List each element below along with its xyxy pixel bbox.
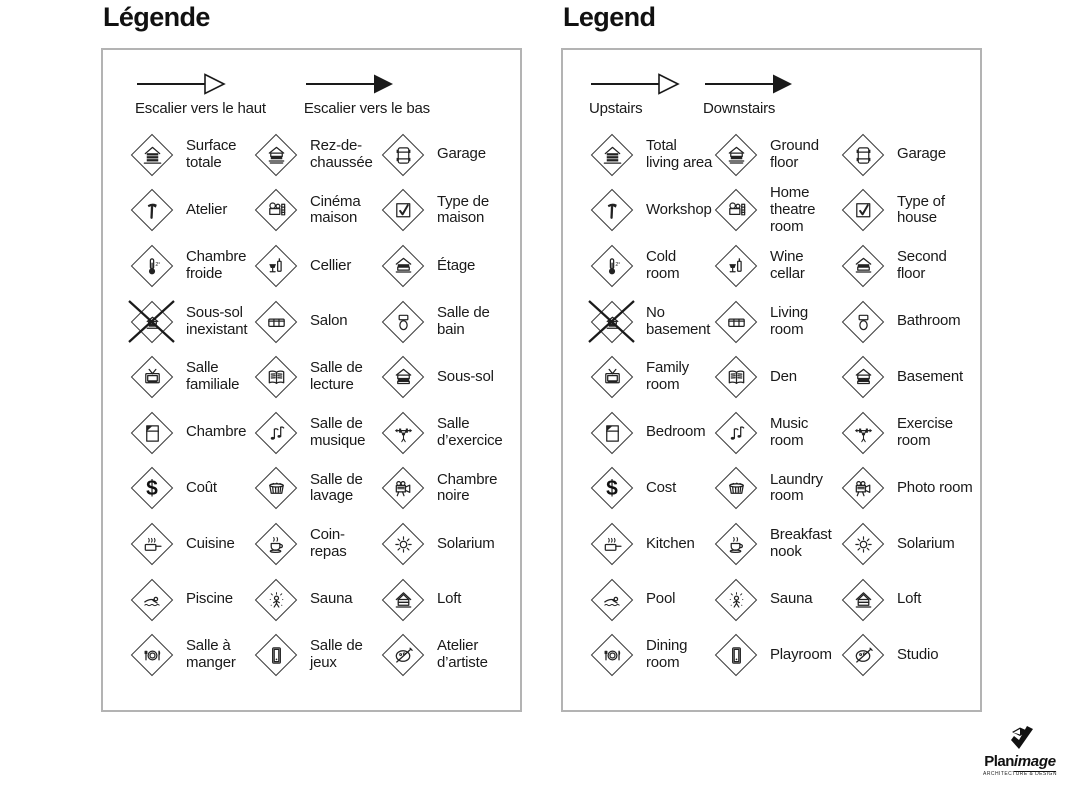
legend-grid-english xyxy=(563,127,980,683)
legend-item xyxy=(380,516,520,572)
plate-cutlery-icon xyxy=(129,633,174,678)
legend-item-label: Solarium xyxy=(897,534,955,552)
legend-item-label: Sauna xyxy=(310,590,353,608)
hammer-icon xyxy=(129,188,174,233)
legend-item xyxy=(589,405,713,461)
legend-item xyxy=(380,627,520,683)
panel-title-french: Légende xyxy=(103,2,210,32)
loft-house-icon xyxy=(840,577,885,622)
legend-item xyxy=(253,627,380,683)
legend-item xyxy=(129,627,253,683)
legend-item xyxy=(589,127,713,183)
legend-item xyxy=(253,461,380,517)
legend-item-label: Cellier xyxy=(310,256,352,274)
legend-item xyxy=(129,349,253,405)
panel-french xyxy=(101,0,522,785)
ground-floor-house-icon xyxy=(713,132,758,177)
legend-item-label: Atelier xyxy=(186,200,228,218)
legend-item-label: Cost xyxy=(646,478,677,496)
svg-text:2°: 2° xyxy=(154,261,160,268)
legend-item-label: Laundry room xyxy=(770,470,823,505)
legend-item-label: Garage xyxy=(897,145,946,163)
legend-item-label: Cold room xyxy=(646,248,680,282)
film-projector-icon xyxy=(713,188,758,233)
checked-box-icon xyxy=(380,188,425,233)
legend-item xyxy=(380,238,520,294)
legend-item-label: Home theatre room xyxy=(770,184,816,235)
legend-item-label: Garage xyxy=(437,145,486,163)
legend-item-label: Sous-sol xyxy=(437,367,494,385)
legend-item-label: Chambre xyxy=(186,423,247,441)
tv-icon xyxy=(129,355,174,400)
legend-item-label: Ground floor xyxy=(770,137,819,171)
basement-house-icon xyxy=(380,355,425,400)
legend-item xyxy=(840,294,980,350)
wine-bottle-glass-icon xyxy=(713,243,758,288)
planimage-wordmark xyxy=(974,754,1066,769)
dollar-sign-icon: $ xyxy=(589,466,634,511)
legend-item xyxy=(713,572,840,628)
sauna-person-icon xyxy=(713,577,758,622)
legend-item xyxy=(253,238,380,294)
legend-item xyxy=(380,349,520,405)
legend-item-label: Coin-repas xyxy=(310,526,347,560)
open-book-icon xyxy=(713,355,758,400)
open-book-icon xyxy=(253,355,298,400)
legend-item xyxy=(840,127,980,183)
legend-item xyxy=(129,516,253,572)
pinball-icon xyxy=(713,633,758,678)
dollar-sign-icon: $ xyxy=(129,466,174,511)
stairs-down-legend-item xyxy=(703,72,795,117)
legend-item-label: Atelier d’artiste xyxy=(437,637,488,672)
upper-floor-house-icon xyxy=(840,243,885,288)
legend-item-label: Cinéma maison xyxy=(310,192,361,227)
legend-item xyxy=(713,349,840,405)
legend-item xyxy=(713,238,840,294)
legend-item-label: Cuisine xyxy=(186,534,235,552)
legend-item-label: Solarium xyxy=(437,534,495,552)
legend-item xyxy=(589,294,713,350)
legend-grid-french xyxy=(103,127,520,683)
legend-item-label: Piscine xyxy=(186,590,233,608)
legend-item xyxy=(840,516,980,572)
stairs-down-arrow-icon xyxy=(703,72,795,96)
legend-item xyxy=(713,461,840,517)
movie-camera-icon xyxy=(380,466,425,511)
stairs-arrows-english xyxy=(563,50,980,117)
planimage-logo xyxy=(974,725,1066,777)
legend-item xyxy=(589,461,713,517)
stacked-floors-icon xyxy=(589,132,634,177)
legend-item-label: Playroom xyxy=(770,645,832,663)
legend-item-label: Bedroom xyxy=(646,423,706,441)
legend-item-label: Basement xyxy=(897,367,963,385)
legend-item-label: Photo room xyxy=(897,478,973,496)
logo-text-image: image xyxy=(1013,753,1056,770)
legend-item xyxy=(253,183,380,239)
legend-item xyxy=(253,127,380,183)
toilet-icon xyxy=(840,299,885,344)
planimage-logo-icon xyxy=(999,725,1041,753)
stairs-up-label: Upstairs xyxy=(589,100,643,117)
legend-item xyxy=(840,183,980,239)
legend-item-label: Den xyxy=(770,367,797,385)
legend-item xyxy=(713,127,840,183)
stacked-floors-icon xyxy=(129,132,174,177)
legend-item xyxy=(713,627,840,683)
crossed-house-icon xyxy=(589,299,634,344)
film-projector-icon xyxy=(253,188,298,233)
legend-item-label: Sous-sol inexistant xyxy=(186,303,248,338)
sun-icon xyxy=(840,521,885,566)
stairs-up-arrow-icon xyxy=(589,72,681,96)
legend-item-label: Salle à manger xyxy=(186,637,236,672)
panel-title-english: Legend xyxy=(563,2,656,32)
legend-item-label: Studio xyxy=(897,645,939,663)
legend-item-label: Salle d’exercice xyxy=(437,414,503,449)
legend-item xyxy=(713,405,840,461)
legend-item xyxy=(840,238,980,294)
pinball-icon xyxy=(253,633,298,678)
legend-item xyxy=(129,183,253,239)
legend-item xyxy=(713,516,840,572)
music-notes-icon xyxy=(713,410,758,455)
legend-item-label: Loft xyxy=(437,590,462,608)
legend-item xyxy=(589,349,713,405)
panel-english xyxy=(561,0,982,785)
legend-item xyxy=(129,294,253,350)
legend-item-label: No basement xyxy=(646,303,711,338)
coffee-cup-icon xyxy=(713,521,758,566)
stairs-up-legend-item xyxy=(135,72,266,117)
legend-item xyxy=(589,183,713,239)
legend-item-label: Salle familiale xyxy=(186,359,240,394)
legend-item-label: Coût xyxy=(186,478,217,496)
legend-item-label: Exercise room xyxy=(897,414,953,449)
legend-item xyxy=(129,461,253,517)
sofa-icon xyxy=(253,299,298,344)
legend-item xyxy=(253,349,380,405)
logo-text-plan: Plan xyxy=(984,753,1014,770)
bed-icon xyxy=(589,410,634,455)
plate-cutlery-icon xyxy=(589,633,634,678)
legend-item xyxy=(840,461,980,517)
thermometer-icon xyxy=(129,243,174,288)
legend-item-label: Salle de lavage xyxy=(310,470,363,505)
loft-house-icon xyxy=(380,577,425,622)
car-icon xyxy=(380,132,425,177)
legend-item-label: Dining room xyxy=(646,637,688,672)
laundry-basket-icon xyxy=(253,466,298,511)
checked-box-icon xyxy=(840,188,885,233)
palette-icon xyxy=(840,633,885,678)
legend-item-label: Living room xyxy=(770,303,808,338)
legend-item-label: Salle de bain xyxy=(437,303,490,338)
stairs-up-arrow-icon xyxy=(135,72,227,96)
legend-item-label: Type of house xyxy=(897,192,945,227)
legend-item-label: Music room xyxy=(770,414,809,449)
laundry-basket-icon xyxy=(713,466,758,511)
legend-item-label: Salon xyxy=(310,312,348,330)
legend-item-label: Workshop xyxy=(646,200,712,218)
legend-item-label: Kitchen xyxy=(646,534,695,552)
legend-item-label: Salle de musique xyxy=(310,414,366,449)
legend-item xyxy=(840,349,980,405)
swimmer-icon xyxy=(589,577,634,622)
stairs-down-legend-item xyxy=(304,72,430,117)
legend-item xyxy=(713,183,840,239)
bed-icon xyxy=(129,410,174,455)
legend-item-label: Total living area xyxy=(646,137,713,171)
legend-item-label: Bathroom xyxy=(897,312,961,330)
car-icon xyxy=(840,132,885,177)
wine-bottle-glass-icon xyxy=(253,243,298,288)
barbell-icon xyxy=(380,410,425,455)
panel-box-french xyxy=(101,48,522,712)
barbell-icon xyxy=(840,410,885,455)
legend-item xyxy=(840,627,980,683)
legend-item xyxy=(129,572,253,628)
legend-item-label: Wine cellar xyxy=(770,248,805,282)
legend-item xyxy=(380,127,520,183)
legend-item xyxy=(589,238,713,294)
sun-icon xyxy=(380,521,425,566)
coffee-cup-icon xyxy=(253,521,298,566)
svg-text:2°: 2° xyxy=(614,261,620,268)
movie-camera-icon xyxy=(840,466,885,511)
legend-item-label: Second floor xyxy=(897,248,947,282)
sauna-person-icon xyxy=(253,577,298,622)
legend-item xyxy=(840,405,980,461)
legend-item-label: Chambre froide xyxy=(186,248,247,282)
ground-floor-house-icon xyxy=(253,132,298,177)
legend-item-label: Rez-de-chaussée xyxy=(310,137,373,171)
legend-item xyxy=(253,405,380,461)
legend-item-label: Type de maison xyxy=(437,192,489,227)
legend-item xyxy=(129,238,253,294)
legend-item-label: Salle de lecture xyxy=(310,359,363,394)
thermometer-icon xyxy=(589,243,634,288)
tv-icon xyxy=(589,355,634,400)
legend-item xyxy=(589,572,713,628)
legend-item xyxy=(840,572,980,628)
swimmer-icon xyxy=(129,577,174,622)
basement-house-icon xyxy=(840,355,885,400)
legend-item xyxy=(589,627,713,683)
legend-item-label: Loft xyxy=(897,590,922,608)
legend-item xyxy=(380,183,520,239)
legend-item xyxy=(129,127,253,183)
legend-item xyxy=(380,461,520,517)
legend-item-label: Family room xyxy=(646,359,689,394)
legend-item xyxy=(253,516,380,572)
palette-icon xyxy=(380,633,425,678)
cooking-pot-icon xyxy=(589,521,634,566)
legend-item-label: Étage xyxy=(437,256,476,274)
stairs-up-label: Escalier vers le haut xyxy=(135,100,266,117)
legend-item-label: Chambre noire xyxy=(437,470,498,505)
legend-item xyxy=(253,294,380,350)
legend-item xyxy=(589,516,713,572)
music-notes-icon xyxy=(253,410,298,455)
legend-item xyxy=(713,294,840,350)
crossed-house-icon xyxy=(129,299,174,344)
legend-item xyxy=(380,572,520,628)
legend-item-label: Surface totale xyxy=(186,137,237,171)
legend-item-label: Pool xyxy=(646,590,676,608)
upper-floor-house-icon xyxy=(380,243,425,288)
cooking-pot-icon xyxy=(129,521,174,566)
legend-item xyxy=(380,294,520,350)
legend-item-label: Salle de jeux xyxy=(310,637,363,672)
legend-item xyxy=(380,405,520,461)
toilet-icon xyxy=(380,299,425,344)
panel-box-english xyxy=(561,48,982,712)
sofa-icon xyxy=(713,299,758,344)
legend-item xyxy=(129,405,253,461)
stairs-up-legend-item xyxy=(589,72,681,117)
legend-item-label: Breakfast nook xyxy=(770,526,832,560)
stairs-down-label: Escalier vers le bas xyxy=(303,100,430,117)
logo-subtitle: ARCHITECTURE & DESIGN xyxy=(983,771,1057,777)
legend-item-label: Sauna xyxy=(770,590,813,608)
stairs-down-label: Downstairs xyxy=(703,100,776,117)
stairs-down-arrow-icon xyxy=(304,72,396,96)
hammer-icon xyxy=(589,188,634,233)
stairs-arrows-french xyxy=(103,50,520,117)
legend-item xyxy=(253,572,380,628)
